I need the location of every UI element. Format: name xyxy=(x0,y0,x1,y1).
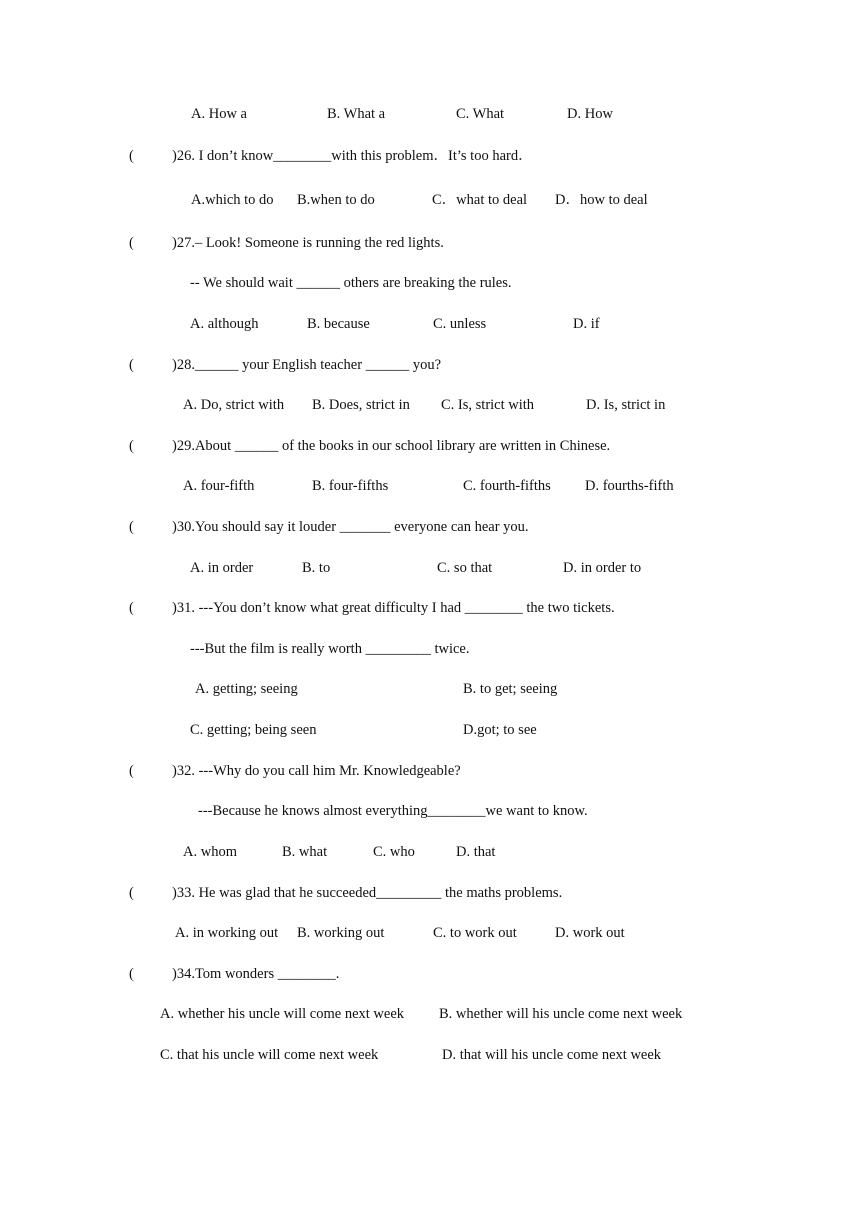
q27-stem-2: -- We should wait ______ others are breaking the rules. xyxy=(190,275,512,291)
q33-option-c: C. to work out xyxy=(433,925,517,941)
q34-stem: )34.Tom wonders ________. xyxy=(172,966,340,982)
q33-option-d: D. work out xyxy=(555,925,625,941)
q34-option-b: B. whether will his uncle come next week xyxy=(439,1006,683,1022)
q34-answer-paren: ( xyxy=(129,966,134,982)
q27-option-b: B. because xyxy=(307,316,370,332)
q30-option-c: C. so that xyxy=(437,560,493,576)
q32-option-a: A. whom xyxy=(183,844,237,860)
q29-option-c: C. fourth-fifths xyxy=(463,478,551,494)
q26-option-c: C．what to deal xyxy=(432,192,528,208)
q32-option-b: B. what xyxy=(282,844,328,860)
q26-option-b: B.when to do xyxy=(297,192,375,208)
q27-option-d: D. if xyxy=(573,316,600,332)
q32-stem: )32. ---Why do you call him Mr. Knowledgeable? xyxy=(172,763,461,779)
q31-option-d: D.got; to see xyxy=(463,722,537,738)
q32-option-c: C. who xyxy=(373,844,415,860)
q32-stem-2: ---Because he knows almost everything________we want to know. xyxy=(198,803,588,819)
q32-option-d: D. that xyxy=(456,844,496,860)
q27-stem: )27.– Look! Someone is running the red lights. xyxy=(172,235,444,251)
q30-option-a: A. in order xyxy=(190,560,254,576)
q29-answer-paren: ( xyxy=(129,438,134,454)
q31-option-c: C. getting; being seen xyxy=(190,722,317,738)
q28-option-c: C. Is, strict with xyxy=(441,397,535,413)
q31-stem: )31. ---You don’t know what great difficulty I had ________ the two tickets. xyxy=(172,600,615,616)
q27-option-a: A. although xyxy=(190,316,259,332)
q26-option-d: D．how to deal xyxy=(555,192,648,208)
q26-stem: )26. I don’t know________with this problem．It’s too hard． xyxy=(172,148,533,164)
q34-option-c: C. that his uncle will come next week xyxy=(160,1047,379,1063)
q33-answer-paren: ( xyxy=(129,885,134,901)
q25-option-c: C. What xyxy=(456,106,505,122)
q34-option-a: A. whether his uncle will come next week xyxy=(160,1006,405,1022)
q30-option-d: D. in order to xyxy=(563,560,642,576)
q34-option-d: D. that will his uncle come next week xyxy=(442,1047,662,1063)
q31-stem-2: ---But the film is really worth _________ twice. xyxy=(190,641,470,657)
q28-option-a: A. Do, strict with xyxy=(183,397,285,413)
q31-option-b: B. to get; seeing xyxy=(463,681,558,697)
q27-option-c: C. unless xyxy=(433,316,487,332)
q26-option-a: A.which to do xyxy=(191,192,274,208)
q25-option-b: B. What a xyxy=(327,106,386,122)
q28-stem: )28.______ your English teacher ______ you? xyxy=(172,357,442,373)
q30-option-b: B. to xyxy=(302,560,331,576)
q30-stem: )30.You should say it louder _______ everyone can hear you. xyxy=(172,519,529,535)
q28-option-b: B. Does, strict in xyxy=(312,397,410,413)
q31-option-a: A. getting; seeing xyxy=(195,681,298,697)
q29-option-a: A. four-fifth xyxy=(183,478,255,494)
q33-option-b: B. working out xyxy=(297,925,385,941)
q28-answer-paren: ( xyxy=(129,357,134,373)
q29-stem: )29.About ______ of the books in our school library are written in Chinese. xyxy=(172,438,611,454)
q26-answer-paren: ( xyxy=(129,148,134,164)
q27-answer-paren: ( xyxy=(129,235,134,251)
q33-option-a: A. in working out xyxy=(175,925,279,941)
q30-answer-paren: ( xyxy=(129,519,134,535)
q32-answer-paren: ( xyxy=(129,763,134,779)
q31-answer-paren: ( xyxy=(129,600,134,616)
q29-option-b: B. four-fifths xyxy=(312,478,389,494)
q28-option-d: D. Is, strict in xyxy=(586,397,666,413)
q29-option-d: D. fourths-fifth xyxy=(585,478,674,494)
q33-stem: )33. He was glad that he succeeded_________ the maths problems. xyxy=(172,885,563,901)
q25-option-d: D. How xyxy=(567,106,613,122)
q25-option-a: A. How a xyxy=(191,106,247,122)
